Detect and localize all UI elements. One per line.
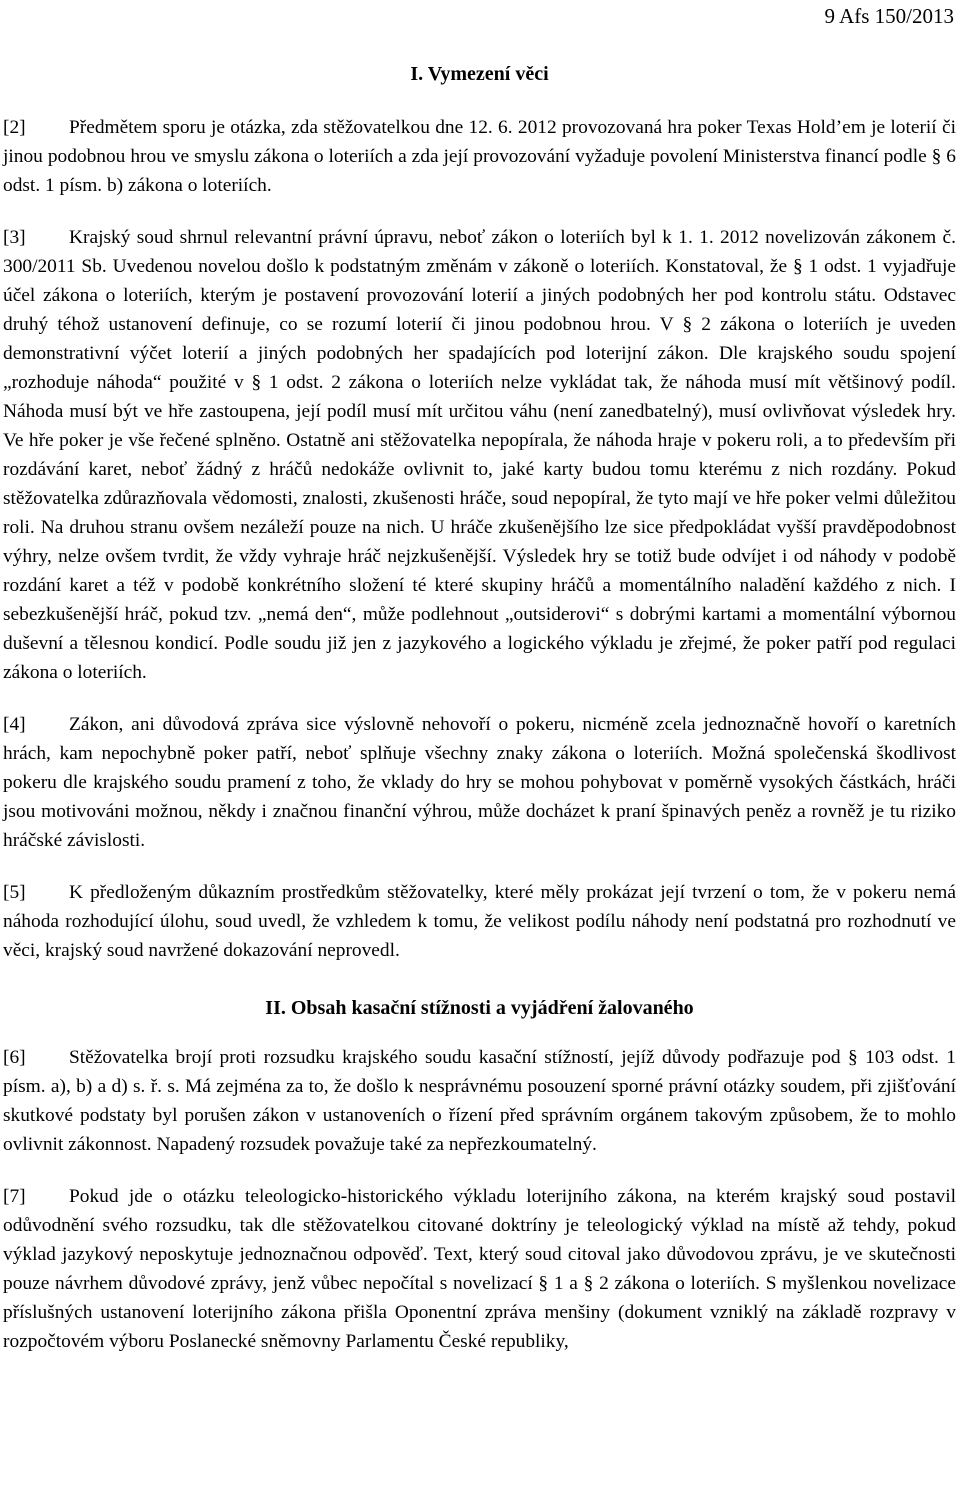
paragraph-number: [4] (3, 714, 26, 735)
paragraph-text: Krajský soud shrnul relevantní právní úpravu, neboť zákon o loteriích byl k 1. 1. 2012 novelizován zákonem č. 300/2011 Sb. Uvedenou novelou došlo k podstatným změnám v zákoně o loteriích. Konstatoval, že § 1 odst. 1 vyjadřuje účel zákona o loteriích, kterým je postavení provozování loterií a jiných podobných her pod kontrolu státu. Odstavec druhý téhož ustanovení definuje, co se rozumí loterií či jinou podobnou hrou. V § 2 zákona o loteriích je uveden demonstrativní výčet loterií a jiných podobných her spadajících pod loterijní zákon. Dle krajského soudu spojení „rozhoduje náhoda“ použité v § 1 odst. 2 zákona o loteriích nelze vykládat tak, že náhoda musí mít většinový podíl. Náhoda musí být ve hře zastoupena, její podíl musí mít určitou váhu (není zanedbatelný), musí ovlivňovat výsledek hry. Ve hře poker je vše řečené splněno. Ostatně ani stěžovatelka nepopírala, že náhoda hraje v pokeru roli, a to především při rozdávání karet, neboť žádný z hráčů nedokáže ovlivnit to, jaké karty budou tomu kterému z nich rozdány. Pokud stěžovatelka zdůrazňovala vědomosti, znalosti, zkušenosti hráče, soud nepopíral, že tyto mají ve hře poker velmi důležitou roli. Na druhou stranu ovšem nezáleží pouze na nich. U hráče zkušenějšího lze sice předpokládat vyšší pravděpodobnost výhry, nelze ovšem tvrdit, že vždy vyhraje hráč nejzkušenější. Výsledek hry se totiž bude odvíjet i od náhody v podobě rozdání karet a též v podobě konkrétního složení té které skupiny hráčů a momentálního naladění každého z nich. I sebezkušenější hráč, pokud tzv. „nemá den“, může podlehnout „outsiderovi“ s dobrými kartami a momentální výbornou duševní a tělesnou kondicí. Podle soudu již jen z jazykového a logického výkladu je zřejmé, že poker patří pod regulaci zákona o loteriích. (3, 227, 956, 683)
paragraph-number: [2] (3, 117, 26, 138)
paragraph-text: Pokud jde o otázku teleologicko-historického výkladu loterijního zákona, na kterém krajský soud postavil odůvodnění svého rozsudku, tak dle stěžovatelkou citované doktríny je teleologický výklad na místě až tehdy, pokud výklad jazykový neposkytuje jednoznačnou odpověď. Text, který soud citoval jako důvodovou zprávu, je ve skutečnosti pouze návrhem důvodové zprávy, jenž vůbec nepočítal s novelizací § 1 a § 2 zákona o loteriích. S myšlenkou novelizace příslušných ustanovení loterijního zákona přišla Oponentní zpráva menšiny (dokument vzniklý na základě rozpravy v rozpočtovém výboru Poslanecké sněmovny Parlamentu České republiky, (3, 1186, 956, 1352)
paragraph-6 (3, 1043, 956, 1159)
paragraph-5 (3, 878, 956, 965)
paragraph-text: Předmětem sporu je otázka, zda stěžovatelkou dne 12. 6. 2012 provozovaná hra poker Texas Hold’em je loterií či jinou podobnou hrou ve smyslu zákona o loteriích a zda její provozování vyžaduje povolení Ministerstva financí podle § 6 odst. 1 písm. b) zákona o loteriích. (3, 117, 956, 196)
paragraph-number: [3] (3, 227, 26, 248)
paragraph-4 (3, 710, 956, 855)
case-number: 9 Afs 150/2013 (824, 4, 954, 28)
paragraph-text: Stěžovatelka brojí proti rozsudku krajského soudu kasační stížností, jejíž důvody podřazuje pod § 103 odst. 1 písm. a), b) a d) s. ř. s. Má zejména za to, že došlo k nesprávnému posouzení sporné právní otázky soudem, při zjišťování skutkové podstaty byl porušen zákon v ustanoveních o řízení před správním orgánem takovým způsobem, že to mohlo ovlivnit zákonnost. Napadený rozsudek považuje také za nepřezkoumatelný. (3, 1047, 956, 1155)
paragraph-7 (3, 1182, 956, 1356)
paragraph-2 (3, 113, 956, 200)
paragraph-text: K předloženým důkazním prostředkům stěžovatelky, které měly prokázat její tvrzení o tom, že v pokeru nemá náhoda rozhodující úlohu, soud uvedl, že vzhledem k tomu, že velikost podílu náhody není podstatná pro rozhodnutí ve věci, krajský soud navržené dokazování neprovedl. (3, 882, 956, 961)
paragraph-number: [5] (3, 882, 26, 903)
paragraph-text: Zákon, ani důvodová zpráva sice výslovně nehovoří o pokeru, nicméně zcela jednoznačně hovoří o karetních hrách, kam nepochybně poker patří, neboť splňuje všechny znaky zákona o loteriích. Možná společenská škodlivost pokeru dle krajského soudu pramení z toho, že vklady do hry se mohou pohybovat v poměrně vysokých částkách, hráči jsou motivováni možnou, někdy i značnou finanční výhrou, může docházet k praní špinavých peněz a rovněž je tu riziko hráčské závislosti. (3, 714, 956, 851)
paragraph-number: [7] (3, 1186, 26, 1207)
paragraph-3 (3, 223, 956, 687)
section-heading-1: I. Vymezení věci (410, 63, 549, 85)
section-heading-2: II. Obsah kasační stížnosti a vyjádření žalovaného (265, 997, 694, 1019)
paragraph-number: [6] (3, 1047, 26, 1068)
